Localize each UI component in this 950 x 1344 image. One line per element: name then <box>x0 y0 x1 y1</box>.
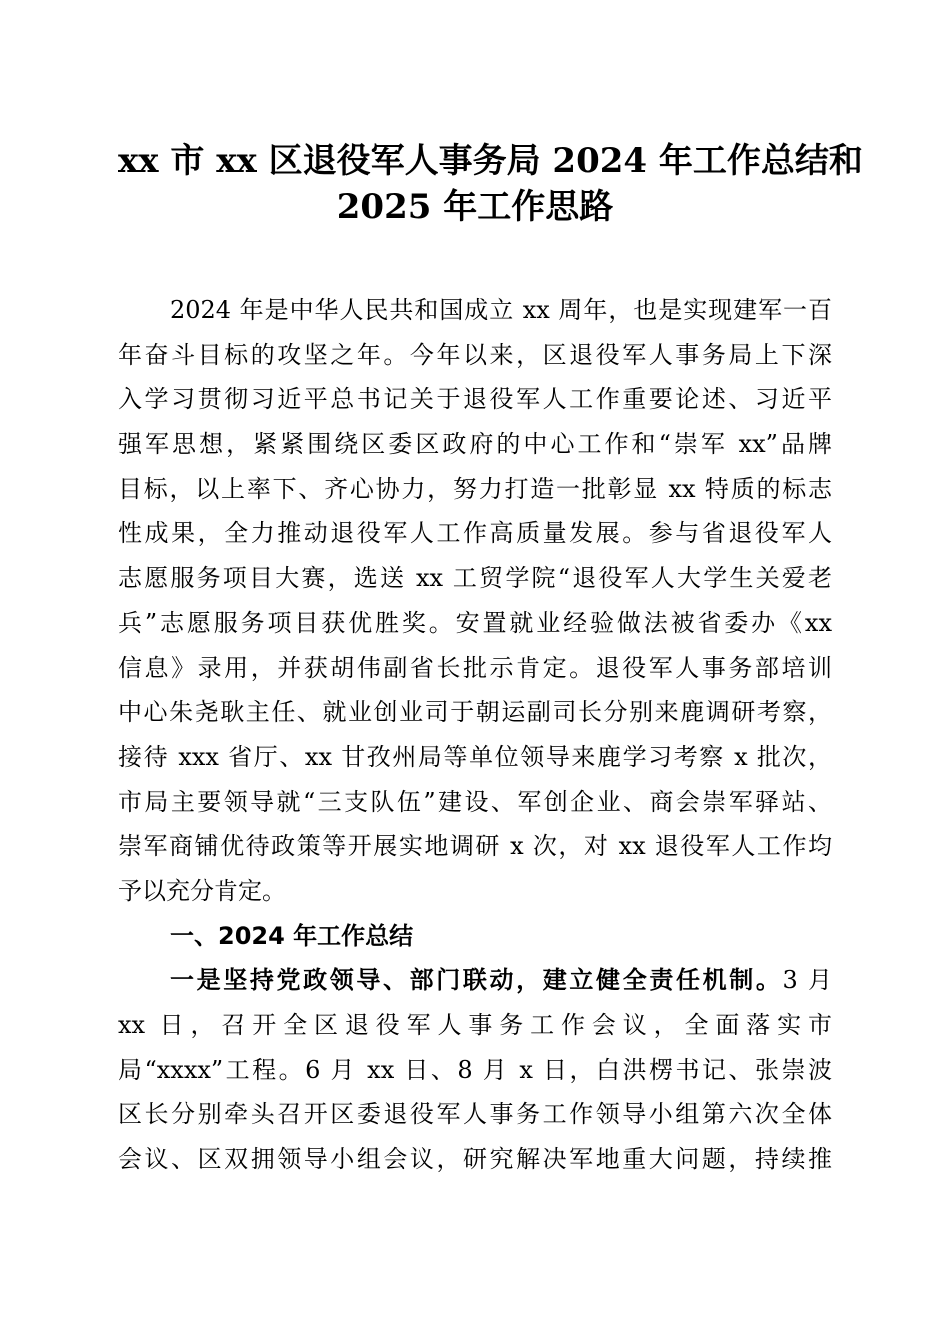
section-heading: 一、2024 年工作总结 <box>170 921 414 950</box>
paragraph-line: 局“xxxx”工程。6 月 xx 日、8 月 x 日，白洪楞书记、张崇波 <box>118 1055 832 1084</box>
document-body <box>118 288 832 1182</box>
paragraph-line: 区长分别牵头召开区委退役军人事务工作领导小组第六次全体 <box>118 1100 832 1129</box>
intro-line: 年奋斗目标的攻坚之年。今年以来，区退役军人事务局上下深 <box>118 340 832 369</box>
intro-line: 强军思想，紧紧围绕区委区政府的中心工作和“崇军 xx”品牌 <box>118 430 832 459</box>
intro-line: 信息》录用，并获胡伟副省长批示肯定。退役军人事务部培训 <box>118 653 832 682</box>
intro-line: 市局主要领导就“三支队伍”建设、军创企业、商会崇军驿站、 <box>118 787 832 816</box>
intro-line: 志愿服务项目大赛，选送 xx 工贸学院“退役军人大学生关爱老 <box>118 564 832 593</box>
intro-line: 性成果，全力推动退役军人工作高质量发展。参与省退役军人 <box>118 519 832 548</box>
intro-line: 予以充分肯定。 <box>118 876 286 905</box>
intro-line: 兵”志愿服务项目获优胜奖。安置就业经验做法被省委办《xx <box>118 608 832 637</box>
paragraph-lead-tail: 3 月 <box>782 966 832 995</box>
intro-line: 中心朱尧耿主任、就业创业司于朝运副司长分别来鹿调研考察， <box>118 698 832 727</box>
title-line-2: 2025 年工作思路 <box>336 187 614 227</box>
title-line-1: xx 市 xx 区退役军人事务局 2024 年工作总结和 <box>118 141 863 181</box>
paragraph-lead: 一是坚持党政领导、部门联动，建立健全责任机制。 <box>170 965 783 995</box>
paragraph-first-line <box>118 958 832 1003</box>
document-title <box>118 138 863 230</box>
paragraph-line: xx 日，召开全区退役军人事务工作会议，全面落实市 <box>118 1011 832 1039</box>
intro-line: 入学习贯彻习近平总书记关于退役军人工作重要论述、习近平 <box>118 385 832 414</box>
intro-line: 接待 xxx 省厅、xx 甘孜州局等单位领导来鹿学习考察 x 批次， <box>118 742 832 771</box>
intro-line: 目标，以上率下、齐心协力，努力打造一批彰显 xx 特质的标志 <box>118 474 832 503</box>
intro-line: 2024 年是中华人民共和国成立 xx 周年，也是实现建军一百 <box>170 296 832 324</box>
paragraph-line: 会议、区双拥领导小组会议，研究解决军地重大问题，持续推 <box>118 1145 832 1174</box>
intro-line: 崇军商铺优待政策等开展实地调研 x 次，对 xx 退役军人工作均 <box>118 832 832 861</box>
document-page <box>118 138 863 1182</box>
